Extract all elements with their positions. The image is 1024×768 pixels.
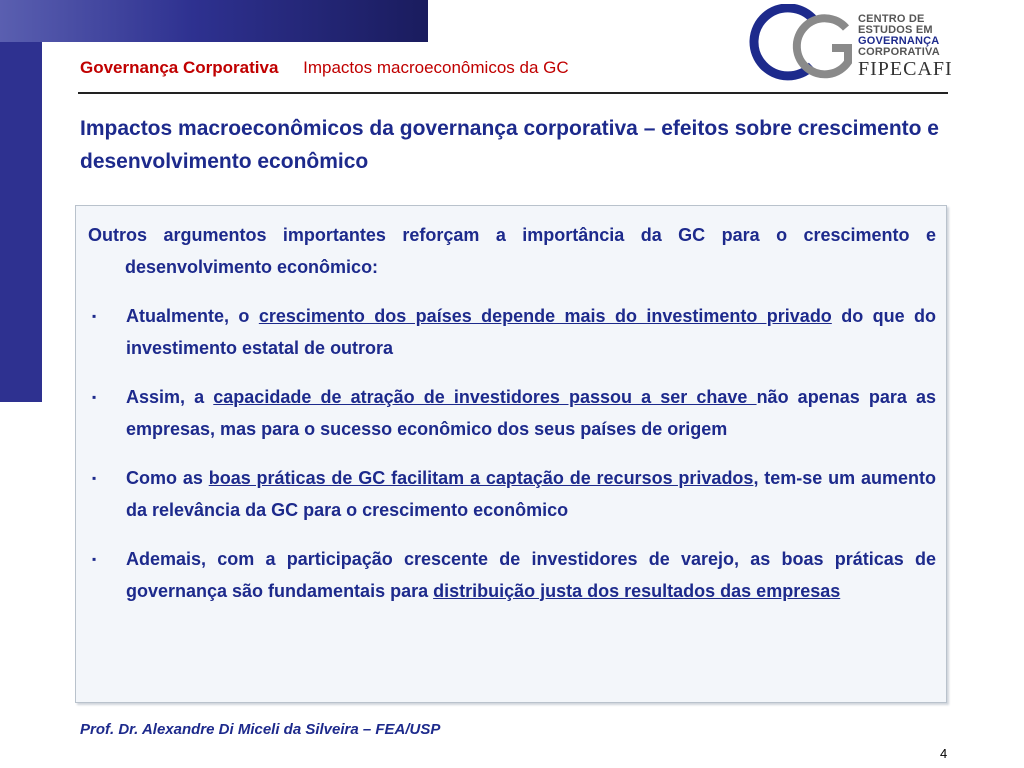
bullet-text-pre: Assim, a (126, 387, 214, 407)
page-title: Impactos macroeconômicos da governança corporativa – efeitos sobre crescimento e desenvolvimento econômico (80, 117, 939, 173)
logo-line-2: ESTUDOS EM (858, 24, 933, 36)
bullet-text-pre: Como as (126, 468, 209, 488)
breadcrumb-section: Governança Corporativa (80, 58, 279, 77)
logo-org: FIPECAFI (858, 58, 953, 80)
bullet-text-post: , tem-se um aumento da relevância da GC para o crescimento econômico (126, 468, 936, 520)
bullet-item-2 (88, 382, 936, 445)
bullet-item-1 (88, 301, 936, 364)
page-number: 4 (940, 746, 948, 761)
cegov-logo (748, 4, 953, 90)
bullet-text-post: do que do investimento estatal de outrora (126, 306, 937, 358)
header-divider (78, 92, 948, 94)
bullet-text-pre: Atualmente, o (126, 306, 259, 326)
bullet-text-underline: distribuição justa dos resultados das empresas (433, 580, 841, 601)
content-box (75, 205, 947, 703)
left-decorative-band (0, 42, 42, 402)
logo-line-3: GOVERNANÇA (858, 35, 940, 47)
bullet-text-post: não apenas para as empresas, mas para o sucesso econômico dos seus países de origem (126, 387, 936, 439)
intro-paragraph: Outros argumentos importantes reforçam a importância da GC para o crescimento e desenvolvimento econômico: (88, 225, 936, 277)
bullet-text-underline: crescimento dos países depende mais do investimento privado (258, 306, 832, 326)
breadcrumb (80, 58, 569, 78)
bullet-item-3 (88, 463, 936, 526)
footer-author: Prof. Dr. Alexandre Di Miceli da Silveira – FEA/USP (80, 721, 441, 738)
bullet-marker-icon: ▪ (92, 552, 97, 566)
bullet-marker-icon: ▪ (92, 390, 97, 404)
top-decorative-band (0, 0, 428, 42)
breadcrumb-subsection: Impactos macroeconômicos da GC (303, 58, 569, 77)
logo-line-1: CENTRO DE (858, 13, 925, 25)
bullet-text-pre: Ademais, com a participação crescente de investidores de varejo, as boas práticas de governança são fundamentais para (126, 549, 936, 601)
bullet-list (88, 301, 936, 607)
bullet-item-4 (88, 544, 936, 607)
bullet-marker-icon: ▪ (92, 309, 97, 323)
logo-text (858, 14, 940, 58)
gg-logo-icon (748, 4, 858, 90)
bullet-text-underline: capacidade de atração de investidores passou a ser chave (213, 387, 757, 407)
bullet-marker-icon: ▪ (92, 471, 97, 485)
bullet-text-underline: boas práticas de GC facilitam a captação de recursos privados (208, 468, 754, 488)
logo-line-4: CORPORATIVA (858, 46, 940, 58)
